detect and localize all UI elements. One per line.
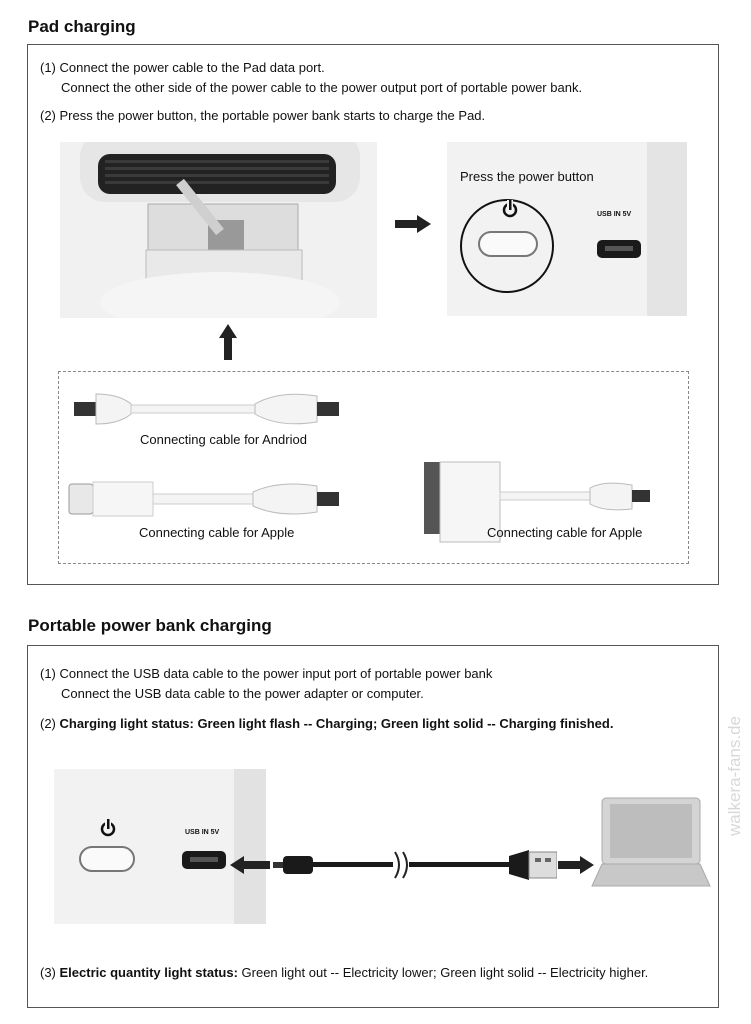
powerbank-port-photo (54, 769, 266, 924)
usb-in-label: USB IN 5V (597, 211, 632, 218)
pad-charging-box (27, 44, 719, 585)
laptop-icon (590, 796, 712, 891)
apple-lightning-cable-icon (69, 482, 339, 516)
arrow-left-icon (230, 856, 270, 874)
pad-step2: (2) Press the power button, the portable power bank starts to charge the Pad. (40, 108, 486, 123)
bank-step1-line1: (1) Connect the USB data cable to the power input port of portable power bank (40, 666, 493, 681)
pad-step1-line2: Connect the other side of the power cable to the power output port of portable power bank. (61, 80, 583, 95)
usb-cable-icon (273, 842, 557, 888)
arrow-right-icon (395, 215, 431, 233)
pad-port-photo (60, 142, 377, 318)
bank-step3: (3) Electric quantity light status: Green light out -- Electricity lower; Green light solid -- Electricity higher. (40, 965, 649, 980)
bank-charging-box (27, 645, 719, 1008)
watermark: walkera-fans.de (725, 715, 744, 836)
bank-step1-line2: Connect the USB data cable to the power adapter or computer. (61, 686, 424, 701)
pad-step1-line1: (1) Connect the power cable to the Pad data port. (40, 60, 325, 75)
arrow-right-icon-2 (558, 856, 594, 874)
pad-charging-title: Pad charging (28, 17, 136, 36)
android-cable-icon (74, 394, 339, 424)
cables-box (58, 371, 689, 564)
bank-step2: (2) Charging light status: Green light flash -- Charging; Green light solid -- Charging finished. (40, 716, 614, 731)
cable-apple-caption-1: Connecting cable for Apple (139, 525, 295, 540)
powerbank-photo (447, 142, 687, 316)
usb-in-label-2: USB IN 5V (185, 829, 220, 836)
cable-android-caption: Connecting cable for Andriod (140, 432, 307, 447)
press-button-label: Press the power button (460, 169, 594, 184)
bank-charging-title: Portable power bank charging (28, 616, 272, 635)
cable-apple-caption-2: Connecting cable for Apple (487, 525, 643, 540)
arrow-up-icon (219, 324, 237, 360)
